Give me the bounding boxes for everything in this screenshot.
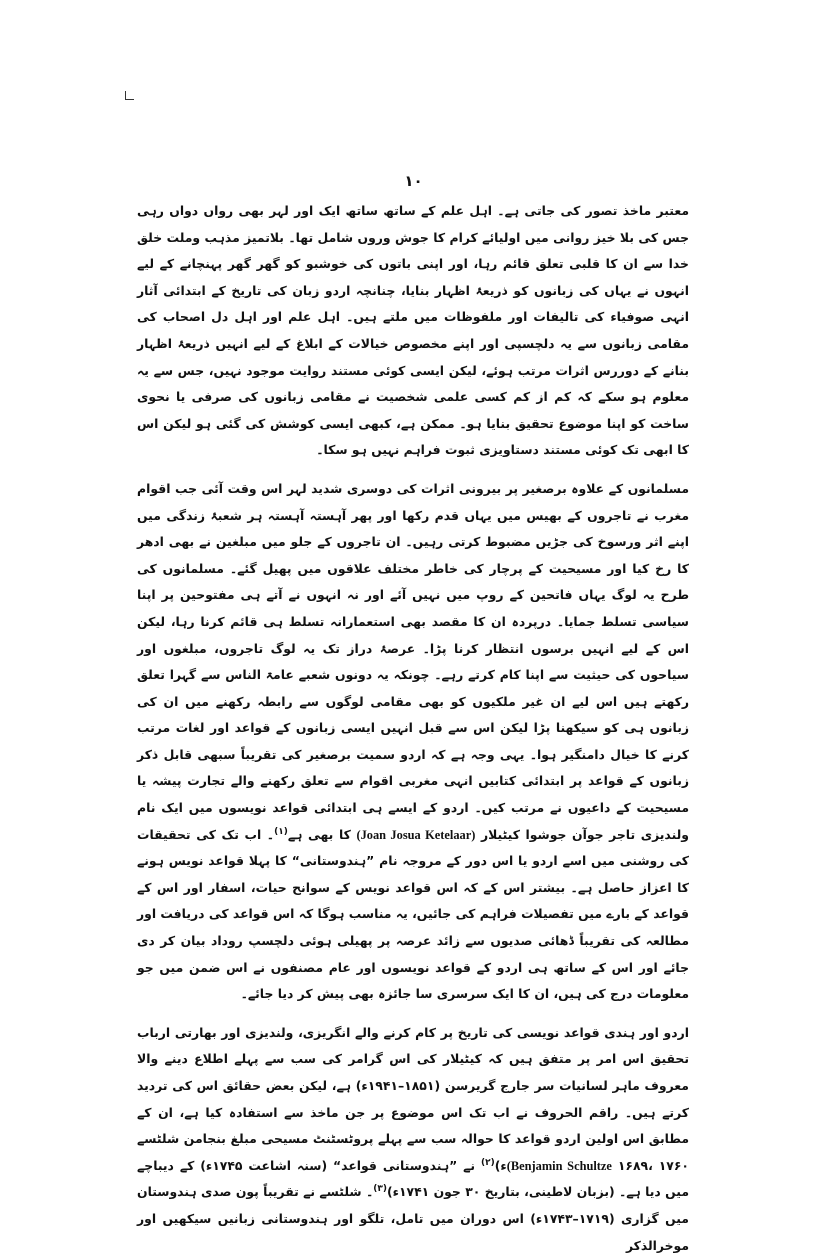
- paragraph-1-text: معتبر ماخذ تصور کی جاتی ہے۔ اہل علم کے ساتھ ساتھ ایک اور لہر بھی رواں دواں رہی جس کی بلا خیز روانی میں اولیائے کرام کا جوش وروں شامل تھا۔ بلاتمیز مذہب وملت خلق خدا سے ان کا قلبی تعلق قائم رہا، اور اپنی باتوں کی خوشبو کو گھر گھر پہنچانے کے لیے انہوں نے یہاں کی زبانوں کو ذریعۂ اظہار بنایا، چنانچہ اردو زبان کی تاریخ کے ابتدائی آثار انہی صوفیاء کی تالیفات اور ملفوظات میں ملتے ہیں۔ اہل علم اور اہل دل اصحاب کی مقامی زبانوں سے یہ دلچسپی اور اپنے مخصوص خیالات کے ابلاغ کے لیے انہیں ذریعۂ اظہار بنانے کے دوررس اثرات مرتب ہوئے، لیکن ایسی کوئی مستند روایت موجود نہیں، جس سے یہ معلوم ہو سکے کہ کم از کم کسی علمی شخصیت نے مقامی زبانوں کی صرفی یا نحوی ساخت کو اپنا موضوع تحقیق بنایا ہو۔ ممکن ہے، کبھی ایسی کوشش کی گئی ہو لیکن اس کا ابھی تک کوئی مستند دستاویزی ثبوت فراہم نہیں ہو سکا۔: [137, 203, 689, 458]
- paragraph-3-text-b: ہے، لیکن بعض حقائق اس کی تردید کرتے ہیں۔ راقم الحروف نے اب تک اس موضوع پر جن ماخذ سے استفادہ کیا ہے، ان کے مطابق اس اولین اردو قواعد کا حوالہ سب سے پہلے پروٹسٹنٹ مسیحی مبلغ بنجامن شلٹسے: [137, 1078, 689, 1147]
- grierson-years: (۱۸۵۱–۱۹۴۱ء): [355, 1078, 441, 1093]
- paragraph-2-text-b: کا بھی ہے: [287, 826, 351, 842]
- schultze-latin-name: (Benjamin Schultze: [506, 1158, 612, 1173]
- crop-mark: [125, 91, 134, 100]
- paragraph-1: [137, 198, 689, 464]
- page-number: ۱۰: [404, 172, 423, 190]
- paragraph-3-text: اردو اور ہندی قواعد نویسی کی تاریخ پر کام کرنے والے انگریزی، ولندیزی اور بھارتی ارباب تحقیق اس امر پر متفق ہیں کہ کیٹیلار کی اس گرامر کی سب سے پہلے اطلاع دینے والا معروف ماہر لسانیات سر جارج گریرسن: [137, 1024, 689, 1093]
- footnote-ref-1: (۱): [274, 826, 288, 837]
- page-body: [137, 198, 689, 1259]
- paragraph-2: [137, 476, 689, 1008]
- paragraph-2-text-c: ۔ اب تک کی تحقیقات کی روشنی میں اسے اردو یا اس دور کے مروجہ نام ”ہندوستانی“ کا پہلا قواعد نویس ہونے کا اعزاز حاصل ہے۔ بیشتر اس کے کہ اس قواعد نویس کے سوانح حیات، اسفار اور اس کے قواعد کے بارے میں تفصیلات فراہم کی جائیں، یہ مناسب ہوگا کہ اس قواعد کی دریافت اور مطالعہ کی تقریباً ڈھائی صدیوں سے زائد عرصہ پر پھیلی ہوئی دلچسپ روداد بیان کر دی جائے اور اس کے ساتھ ہی اردو کے قواعد نویسوں اور عام مصنفوں نے اس ضمن میں جو معلومات درج کی ہیں، ان کا ایک سرسری سا جائزہ بھی پیش کر دیا جائے۔: [137, 826, 689, 1002]
- paragraph-3: [137, 1020, 689, 1259]
- ketelaar-latin-name: (Joan Josua Ketelaar): [356, 827, 476, 842]
- paragraph-3-text-c: نے ”ہندوستانی قواعد“ (سنہ اشاعت ۱۷۴۵ء) کے دیباچے میں دیا ہے۔ (بزبان لاطینی، بتاریخ ۳۰ جون ۱۷۴۱ء): [137, 1157, 690, 1200]
- paragraph-3-text-d: ۔ شلٹسے نے تقریباً پون صدی ہندوستان میں گزاری (۱۷۱۹–۱۷۴۳ء) اس دوران میں تامل، تلگو اور ہندوستانی زبانیں سیکھیں اور موخرالذکر: [137, 1184, 689, 1253]
- paragraph-2-text: مسلمانوں کے علاوہ برصغیر پر بیرونی اثرات کی دوسری شدید لہر اس وقت آئی جب اقوام مغرب نے تاجروں کے بھیس میں یہاں قدم رکھا اور پھر آہستہ آہستہ ہر شعبۂ زندگی میں اپنے اثر ورسوخ کی جڑیں مضبوط کرتی رہیں۔ ان تاجروں کے جلو میں مبلغین نے بھی ادھر کا رخ کیا اور مسیحیت کے پرچار کی خاطر مختلف علاقوں میں پھیل گئے۔ مسلمانوں کی طرح یہ لوگ یہاں فاتحین کے روپ میں نہیں آئے اور نہ انہوں نے آتے ہی مفتوحین پر اپنا سیاسی تسلط جمایا۔ درپردہ ان کا مقصد بھی استعمارانہ تسلط ہی قائم کرنا رہا، لیکن اس کے لیے انہیں برسوں انتظار کرنا پڑا۔ عرصۂ دراز تک یہ لوگ تاجروں، مبلغوں اور سیاحوں کی حیثیت سے اپنا کام کرتے رہے۔ چونکہ یہ دونوں شعبے عامۃ الناس سے گہرا تعلق رکھتے ہیں اس لیے ان غیر ملکیوں کو بھی مقامی لوگوں سے رابطہ رکھنے میں ان کی زبانوں ہی کو سیکھنا پڑا لیکن اس سے قبل انہیں ایسی زبانوں کے قواعد اور لغات مرتب کرنے کا خیال دامنگیر ہوا۔ یہی وجہ ہے کہ اردو سمیت برصغیر کی تقریباً سبھی قابل ذکر زبانوں کے قواعد پر ابتدائی کتابیں انہی مغربی اقوام سے تعلق رکھنے والے تجارت پیشہ یا مسیحیت کے داعیوں نے مرتب کیں۔ اردو کے ایسے ہی ابتدائی قواعد نویسوں میں ایک نام ولندیزی تاجر جوآن جوشوا کیٹیلار: [137, 480, 690, 842]
- schultze-years: ۱۶۸۹، ۱۷۶۰ء): [494, 1157, 689, 1173]
- footnote-ref-2: (۲): [480, 1157, 495, 1168]
- footnote-ref-3: (۳): [373, 1184, 387, 1195]
